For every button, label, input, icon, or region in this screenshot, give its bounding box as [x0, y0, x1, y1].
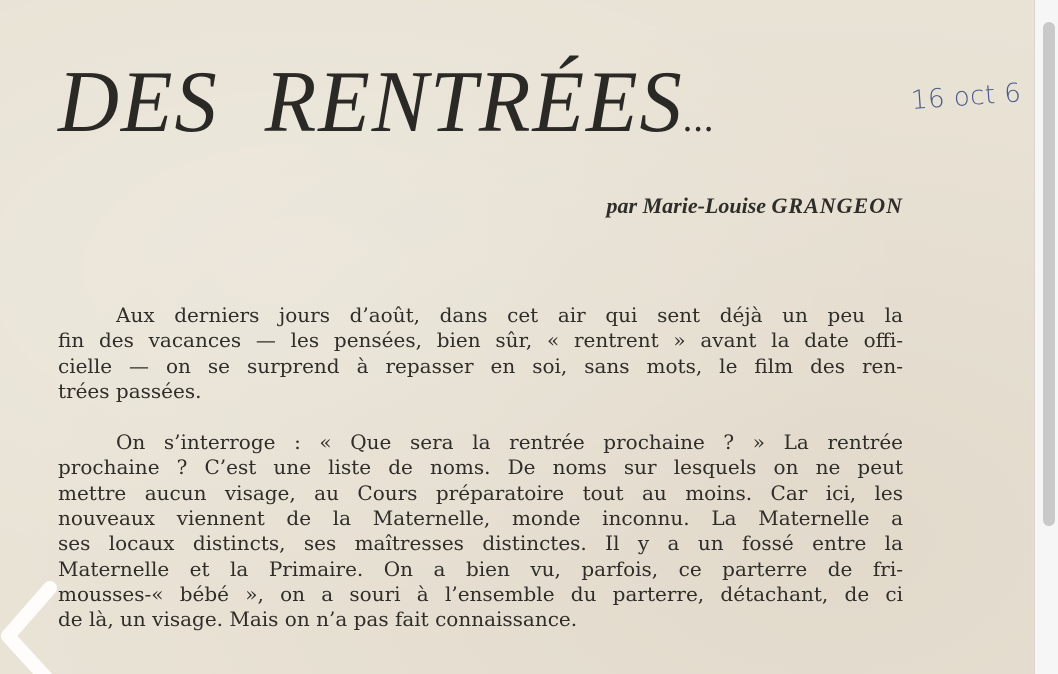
paragraph-2: [58, 430, 903, 632]
text-line: mettre aucun visage, au Cours préparatoire tout au moins. Car ici, les: [58, 480, 903, 505]
paragraph-1: [58, 303, 903, 404]
handwritten-date-note: 16 oct 6: [910, 78, 1023, 116]
text-line: trées passées.: [58, 378, 202, 403]
text-line: cielle — on se surprend à repasser en soi, sans mots, le film des ren-: [58, 353, 903, 378]
article-byline: [607, 193, 903, 219]
text-line: Aux derniers jours d’août, dans cet air qui sent déjà un peu la: [116, 303, 903, 327]
title-word-des: DES: [58, 54, 219, 151]
article-title: [58, 54, 716, 163]
title-word-rentrees: RENTRÉES: [264, 54, 684, 151]
byline-prefix: par Marie-Louise: [606, 193, 767, 218]
text-line: ses locaux distincts, ses maîtresses distinctes. Il y a un fossé entre la: [58, 531, 903, 556]
text-line: On s’interroge : « Que sera la rentrée prochaine ? » La rentrée: [116, 430, 903, 455]
scrollbar-thumb[interactable]: [1043, 22, 1055, 526]
text-line: nouveaux viennent de la Maternelle, monde inconnu. La Maternelle a: [58, 506, 903, 531]
text-line: mousses-« bébé », on a souri à l’ensemble du parterre, détachant, de ci: [58, 581, 903, 606]
text-line: prochaine ? C’est une liste de noms. De noms sur lesquels on ne peut: [58, 455, 903, 480]
byline-surname: GRANGEON: [771, 193, 903, 218]
text-line: de là, un visage. Mais on n’a pas fait connaissance.: [58, 607, 578, 632]
text-line: Maternelle et la Primaire. On a bien vu, parfois, ce parterre de fri-: [58, 556, 903, 581]
chevron-left-icon[interactable]: [0, 574, 82, 674]
text-line: fin des vacances — les pensées, bien sûr, « rentrent » avant la date offi-: [58, 328, 903, 353]
article-body: [58, 303, 903, 659]
title-ellipsis: ...: [683, 95, 716, 140]
